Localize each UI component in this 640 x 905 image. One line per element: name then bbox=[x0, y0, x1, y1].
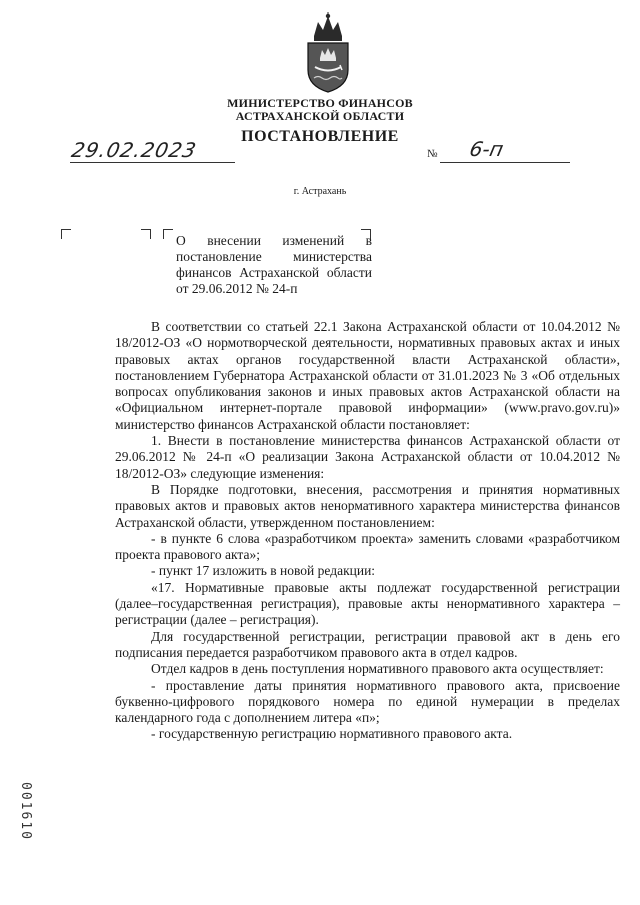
body-paragraph: «17. Нормативные правовые акты подлежат государственной регистрации (далее–государственная регистрация), правовые акты ненормативного характера – регистрации (далее – регистрация). bbox=[115, 579, 620, 628]
corner-bracket-left bbox=[61, 229, 71, 239]
handwritten-date: 29.02.2023 bbox=[69, 138, 200, 162]
ministry-line2: АСТРАХАНСКОЙ ОБЛАСТИ bbox=[235, 109, 405, 123]
document-body bbox=[115, 319, 620, 743]
astrakhan-coat-of-arms-icon bbox=[300, 12, 356, 94]
corner-bracket-right bbox=[141, 229, 151, 239]
body-paragraph: - пункт 17 изложить в новой редакции: bbox=[151, 563, 376, 579]
number-sign: № bbox=[427, 148, 438, 160]
ministry-line1: МИНИСТЕРСТВО ФИНАНСОВ bbox=[227, 96, 413, 110]
number-underline bbox=[440, 162, 570, 163]
ministry-name bbox=[0, 97, 640, 123]
date-underline bbox=[70, 162, 235, 163]
body-paragraph: - государственную регистрацию нормативного правового акта. bbox=[151, 726, 513, 742]
coat-of-arms-emblem bbox=[300, 12, 356, 94]
city-line: г. Астрахань bbox=[293, 186, 347, 197]
document-type: ПОСТАНОВЛЕНИЕ bbox=[241, 128, 399, 145]
corner-bracket-left bbox=[163, 229, 173, 239]
document-subject: О внесении изменений в постановление министерства финансов Астраханской области от 29.06.2012 № 24-п bbox=[176, 233, 372, 296]
body-paragraph: В соответствии со статьей 22.1 Закона Астраханской области от 10.04.2012 № 18/2012-ОЗ «О нормотворческой деятельности, нормативных правовых актах и иных правовых актах органов государственной власти Астраханской области», постановлением Губернатора Астраханской области от 31.01.2023 № 3 «Об отдельных вопросах опубликования законов и иных правовых актов Астраханской области на «Официальном интернет-портале правовой информации» (www.pravo.gov.ru)» министерство финансов Астраханской области постановляет: bbox=[115, 319, 620, 432]
body-paragraph: - в пункте 6 слова «разработчиком проекта» заменить словами «разработчиком проекта правового акта»; bbox=[115, 530, 620, 563]
body-paragraph: - проставление даты принятия нормативного правового акта, присвоение буквенно-цифрового порядкового номера по единой нумерации в пределах календарного года с дополнением литера «п»; bbox=[115, 677, 620, 726]
body-paragraph: Отдел кадров в день поступления нормативного правового акта осуществляет: bbox=[151, 661, 604, 677]
body-paragraph: 1. Внести в постановление министерства финансов Астраханской области от 29.06.2012 № 24-п «О реализации Закона Астраханской области от 10.04.2012 № 18/2012-ОЗ» следующие изменения: bbox=[115, 433, 620, 481]
handwritten-number: 6-п bbox=[467, 137, 506, 161]
body-paragraph: В Порядке подготовки, внесения, рассмотрения и принятия нормативных правовых актов и правовых актов ненормативного характера министерства финансов Астраханской области, утвержденном постановлением: bbox=[115, 481, 620, 530]
body-paragraph: Для государственной регистрации, регистрации правовой акт в день его подписания передается разработчиком правового акта в отдел кадров. bbox=[115, 628, 620, 660]
registration-stamp-number: 001610 bbox=[18, 782, 33, 841]
